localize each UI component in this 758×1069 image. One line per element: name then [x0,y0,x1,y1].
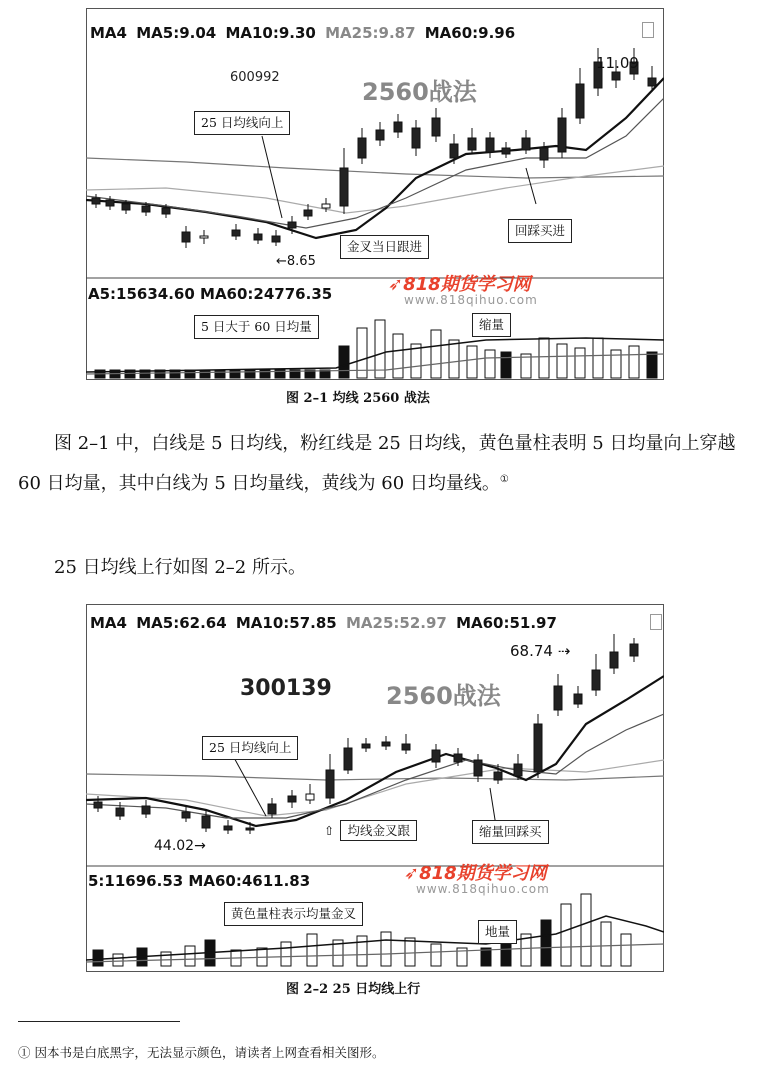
callout-golden-cross: 金叉当日跟进 [340,235,429,259]
vol-ma60-line [86,944,664,962]
candle-14 [402,744,410,750]
volume-header: 5:11696.53 MA60:4611.83 [88,872,311,890]
candle-20 [468,138,476,150]
volume-bar-low-7 [200,370,210,378]
candle-8 [288,796,296,802]
volume-bar-9 [307,934,317,966]
candle-16 [454,754,462,762]
price-low-value: 8.65 [286,254,316,269]
candle-19 [514,764,522,776]
ma60-value: MA60:9.96 [424,24,516,42]
figure-1-ma-header [90,24,515,42]
candle-12 [322,204,330,208]
candle-24 [540,148,548,160]
volume-bar-7 [467,346,477,378]
candle-15 [432,750,440,762]
figure-2-chart [86,604,664,972]
candle-1 [116,808,124,816]
candle-15 [376,130,384,140]
candle-5 [182,232,190,242]
volume-bar-11 [357,936,367,966]
candle-10 [288,222,296,228]
volume-bar-9 [501,352,511,378]
ma60-value: MA60:51.97 [456,614,557,632]
chart-corner-icon [650,614,662,630]
candle-3 [142,206,150,212]
ma5-value: MA5:62.64 [136,614,227,632]
callout-vol5-above-60: 5 日大于 60 日均量 [194,315,319,339]
candle-11 [344,748,352,770]
ma4-label: MA4 [90,614,127,632]
candle-11 [304,210,312,216]
candle-23 [592,670,600,690]
volume-bar-12 [381,932,391,966]
candle-18 [494,772,502,780]
candle-13 [382,742,390,746]
candle-24 [610,652,618,668]
pointer-pullback [526,168,536,204]
candle-21 [486,138,494,152]
candle-1 [106,200,114,206]
paragraph-2: 25 日均线上行如图 2–2 所示。 [54,557,306,578]
volume-bar-11 [539,338,549,378]
volume-bar-23 [621,934,631,966]
candle-22 [574,694,582,704]
paragraph-1 [18,426,740,502]
stock-code: 600992 [230,70,280,85]
volume-header: A5:15634.60 MA60:24776.35 [88,285,333,303]
ma4-label: MA4 [90,24,127,42]
footnote: ① 因本书是白底黑字，无法显示颜色，请读者上网查看相关图形。 [18,1045,385,1060]
candle-16 [394,122,402,132]
candle-2 [122,204,130,210]
ma25-line [86,760,664,816]
watermark-text: 818期货学习网 [403,274,531,295]
candle-25 [630,644,638,656]
footnote-rule [18,1021,180,1022]
volume-bar-14 [593,338,603,378]
vol-ma5-line [86,916,664,960]
pointer-ma25 [262,136,282,218]
volume-bar-3 [161,952,171,966]
candle-7 [268,804,276,814]
price-low-value: 44.02 [154,838,195,854]
paragraph-1-text: 图 2–1 中，白线是 5 日均线，粉红线是 25 日均线，黄色量柱表明 5 日均量向上穿越 60 日均量，其中白线为 5 日均量线，黄线为 60 日均量线。 [18,433,736,494]
candle-2 [142,806,150,814]
candle-23 [522,138,530,150]
volume-bar-2 [375,320,385,378]
volume-bar-14 [431,944,441,966]
pointer-ma25 [232,754,266,816]
candle-17 [474,760,482,776]
candle-0 [92,198,100,204]
volume-bar-16 [629,346,639,378]
watermark-url: www.818qihuo.com [404,293,538,307]
volume-bar-low-8 [215,370,225,378]
ma60-line [86,158,664,178]
price-high-value: 68.74 [510,642,553,660]
chart-corner-icon [642,22,654,38]
callout-ma-cross-follow [322,820,423,842]
candle-28 [612,72,620,80]
candle-30 [648,78,656,86]
price-high-label: 68.74 ⇢ [510,642,571,660]
callout-shrink-volume: 缩量 [472,313,511,337]
volume-bar-8 [485,350,495,378]
candle-0 [94,802,102,808]
candle-9 [272,236,280,242]
callout-ma25-up: 25 日均线向上 [202,736,298,760]
up-arrow-icon: ⇧ [324,823,335,838]
candle-4 [162,208,170,214]
volume-bar-12 [557,344,567,378]
ma60-line [86,774,664,780]
callout-pullback-buy: 回踩买进 [508,219,572,243]
candle-4 [202,816,210,828]
figure-1-plot [86,8,664,380]
volume-bar-5 [431,330,441,378]
ma10-value: MA10:9.30 [225,24,316,42]
candle-17 [412,128,420,148]
footnote-marker: ① [499,474,509,485]
callout-ma25-up: 25 日均线向上 [194,111,290,135]
volume-bar-20 [561,904,571,966]
callout-shrink-pullback: 缩量回踩买 [472,820,549,844]
candle-9 [306,794,314,800]
volume-bar-6 [449,340,459,378]
candle-25 [558,118,566,152]
volume-bar-low-6 [185,370,195,378]
candle-18 [432,118,440,136]
volume-bar-low-9 [230,370,240,378]
candle-5 [224,826,232,830]
volume-bar-13 [405,938,415,966]
volume-bar-0 [93,950,103,966]
price-low-label: 44.02→ [154,838,206,854]
candle-20 [534,724,542,772]
figure-2-caption: 图 2–2 25 日均线上行 [286,982,421,997]
volume-bar-3 [393,334,403,378]
callout-low-volume: 地量 [478,920,517,944]
volume-bar-1 [113,954,123,966]
candle-6 [200,236,208,238]
callout-yellow-vol-cross: 黄色量柱表示均量金叉 [224,902,363,926]
volume-bar-4 [185,946,195,966]
flame-icon: ➶ [388,274,404,295]
volume-bar-21 [581,894,591,966]
volume-bar-0 [339,346,349,378]
candle-22 [502,148,510,154]
ma25-value: MA25:9.87 [325,24,416,42]
candle-7 [232,230,240,236]
figure-2-plot [86,604,664,972]
figure-2-ma-header [90,614,557,632]
watermark-text: 818期货学习网 [419,863,547,884]
figure-1-caption: 图 2–1 均线 2560 战法 [286,391,430,406]
volume-bar-17 [647,352,657,378]
volume-bar-13 [575,348,585,378]
candle-21 [554,686,562,710]
volume-bar-8 [281,942,291,966]
ma25-value: MA25:52.97 [345,614,447,632]
candle-12 [362,744,370,748]
strategy-title: 2560战法 [362,78,477,106]
ma5-value: MA5:9.04 [136,24,217,42]
ma10-value: MA10:57.85 [235,614,337,632]
volume-bar-15 [611,350,621,378]
flame-icon: ➶ [404,863,420,884]
price-high-label: 11.09 [596,54,639,72]
candle-14 [358,138,366,158]
stock-code: 300139 [240,676,332,701]
candle-8 [254,234,262,240]
candle-26 [576,84,584,118]
figure-1-chart [86,8,664,380]
candle-10 [326,770,334,798]
callout-ma-cross-follow-text: 均线金叉跟 [340,820,417,841]
watermark-url: www.818qihuo.com [416,882,550,896]
strategy-title: 2560战法 [386,682,501,710]
volume-bar-19 [541,920,551,966]
candle-3 [182,812,190,818]
volume-bar-22 [601,922,611,966]
candle-13 [340,168,348,206]
candle-6 [246,828,254,830]
price-low-label: ←8.65 [276,254,316,269]
candle-19 [450,144,458,158]
